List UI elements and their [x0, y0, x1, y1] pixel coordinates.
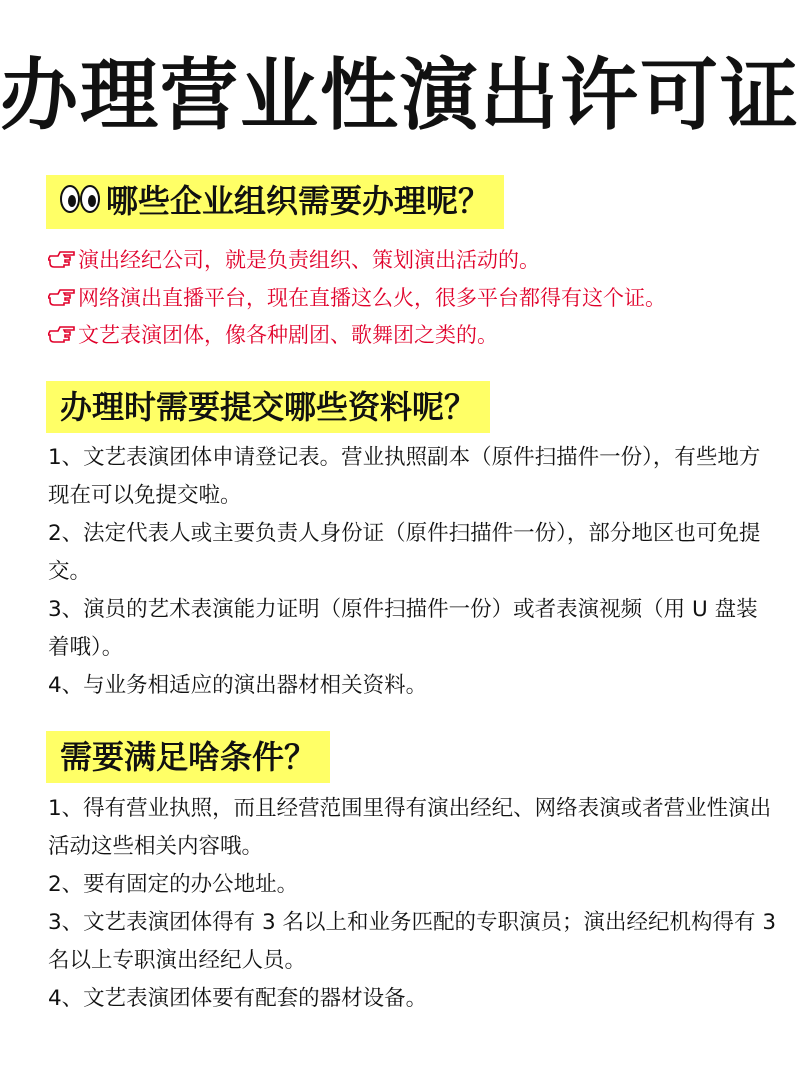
section-heading-conditions: 需要满足啥条件？ — [46, 731, 330, 783]
list-item: 4、文艺表演团体要有配套的器材设备。 — [48, 986, 428, 1011]
list-item: 4、与业务相适应的演出器材相关资料。 — [48, 673, 428, 698]
pointing-hand-icon — [48, 246, 76, 276]
list-item: 2、法定代表人或主要负责人身份证（原件扫描件一份），部分地区也可免提交。 — [48, 521, 761, 584]
section-heading-organizations — [46, 175, 504, 229]
list-item: 3、文艺表演团体得有 3 名以上和业务匹配的专职演员；演出经纪机构得有 3 名以上专职演出经纪人员。 — [48, 910, 777, 973]
list-item-text: 文艺表演团体，像各种剧团、歌舞团之类的。 — [78, 323, 498, 347]
list-item: 1、得有营业执照，而且经营范围里得有演出经纪、网络表演或者营业性演出活动这些相关内容哦。 — [48, 796, 772, 859]
list-item — [48, 283, 666, 314]
list-item: 3、演员的艺术表演能力证明（原件扫描件一份）或者表演视频（用 U 盘装着哦）。 — [48, 597, 758, 660]
section-heading-text: 哪些企业组织需要办理呢？ — [106, 182, 491, 220]
pointing-hand-icon — [48, 284, 76, 314]
list-item: 2、要有固定的办公地址。 — [48, 872, 299, 897]
pointing-hand-icon — [48, 321, 76, 351]
eyes-icon — [60, 177, 100, 229]
page-title: 办理营业性演出许可证 — [0, 51, 800, 141]
list-item — [48, 320, 498, 351]
list-item: 1、文艺表演团体申请登记表。营业执照副本（原件扫描件一份），有些地方现在可以免提交啦。 — [48, 445, 761, 508]
list-item-text: 网络演出直播平台，现在直播这么火，很多平台都得有这个证。 — [78, 286, 666, 310]
list-item-text: 演出经纪公司，就是负责组织、策划演出活动的。 — [78, 248, 540, 272]
section-heading-documents: 办理时需要提交哪些资料呢？ — [46, 381, 490, 433]
list-item — [48, 245, 540, 276]
